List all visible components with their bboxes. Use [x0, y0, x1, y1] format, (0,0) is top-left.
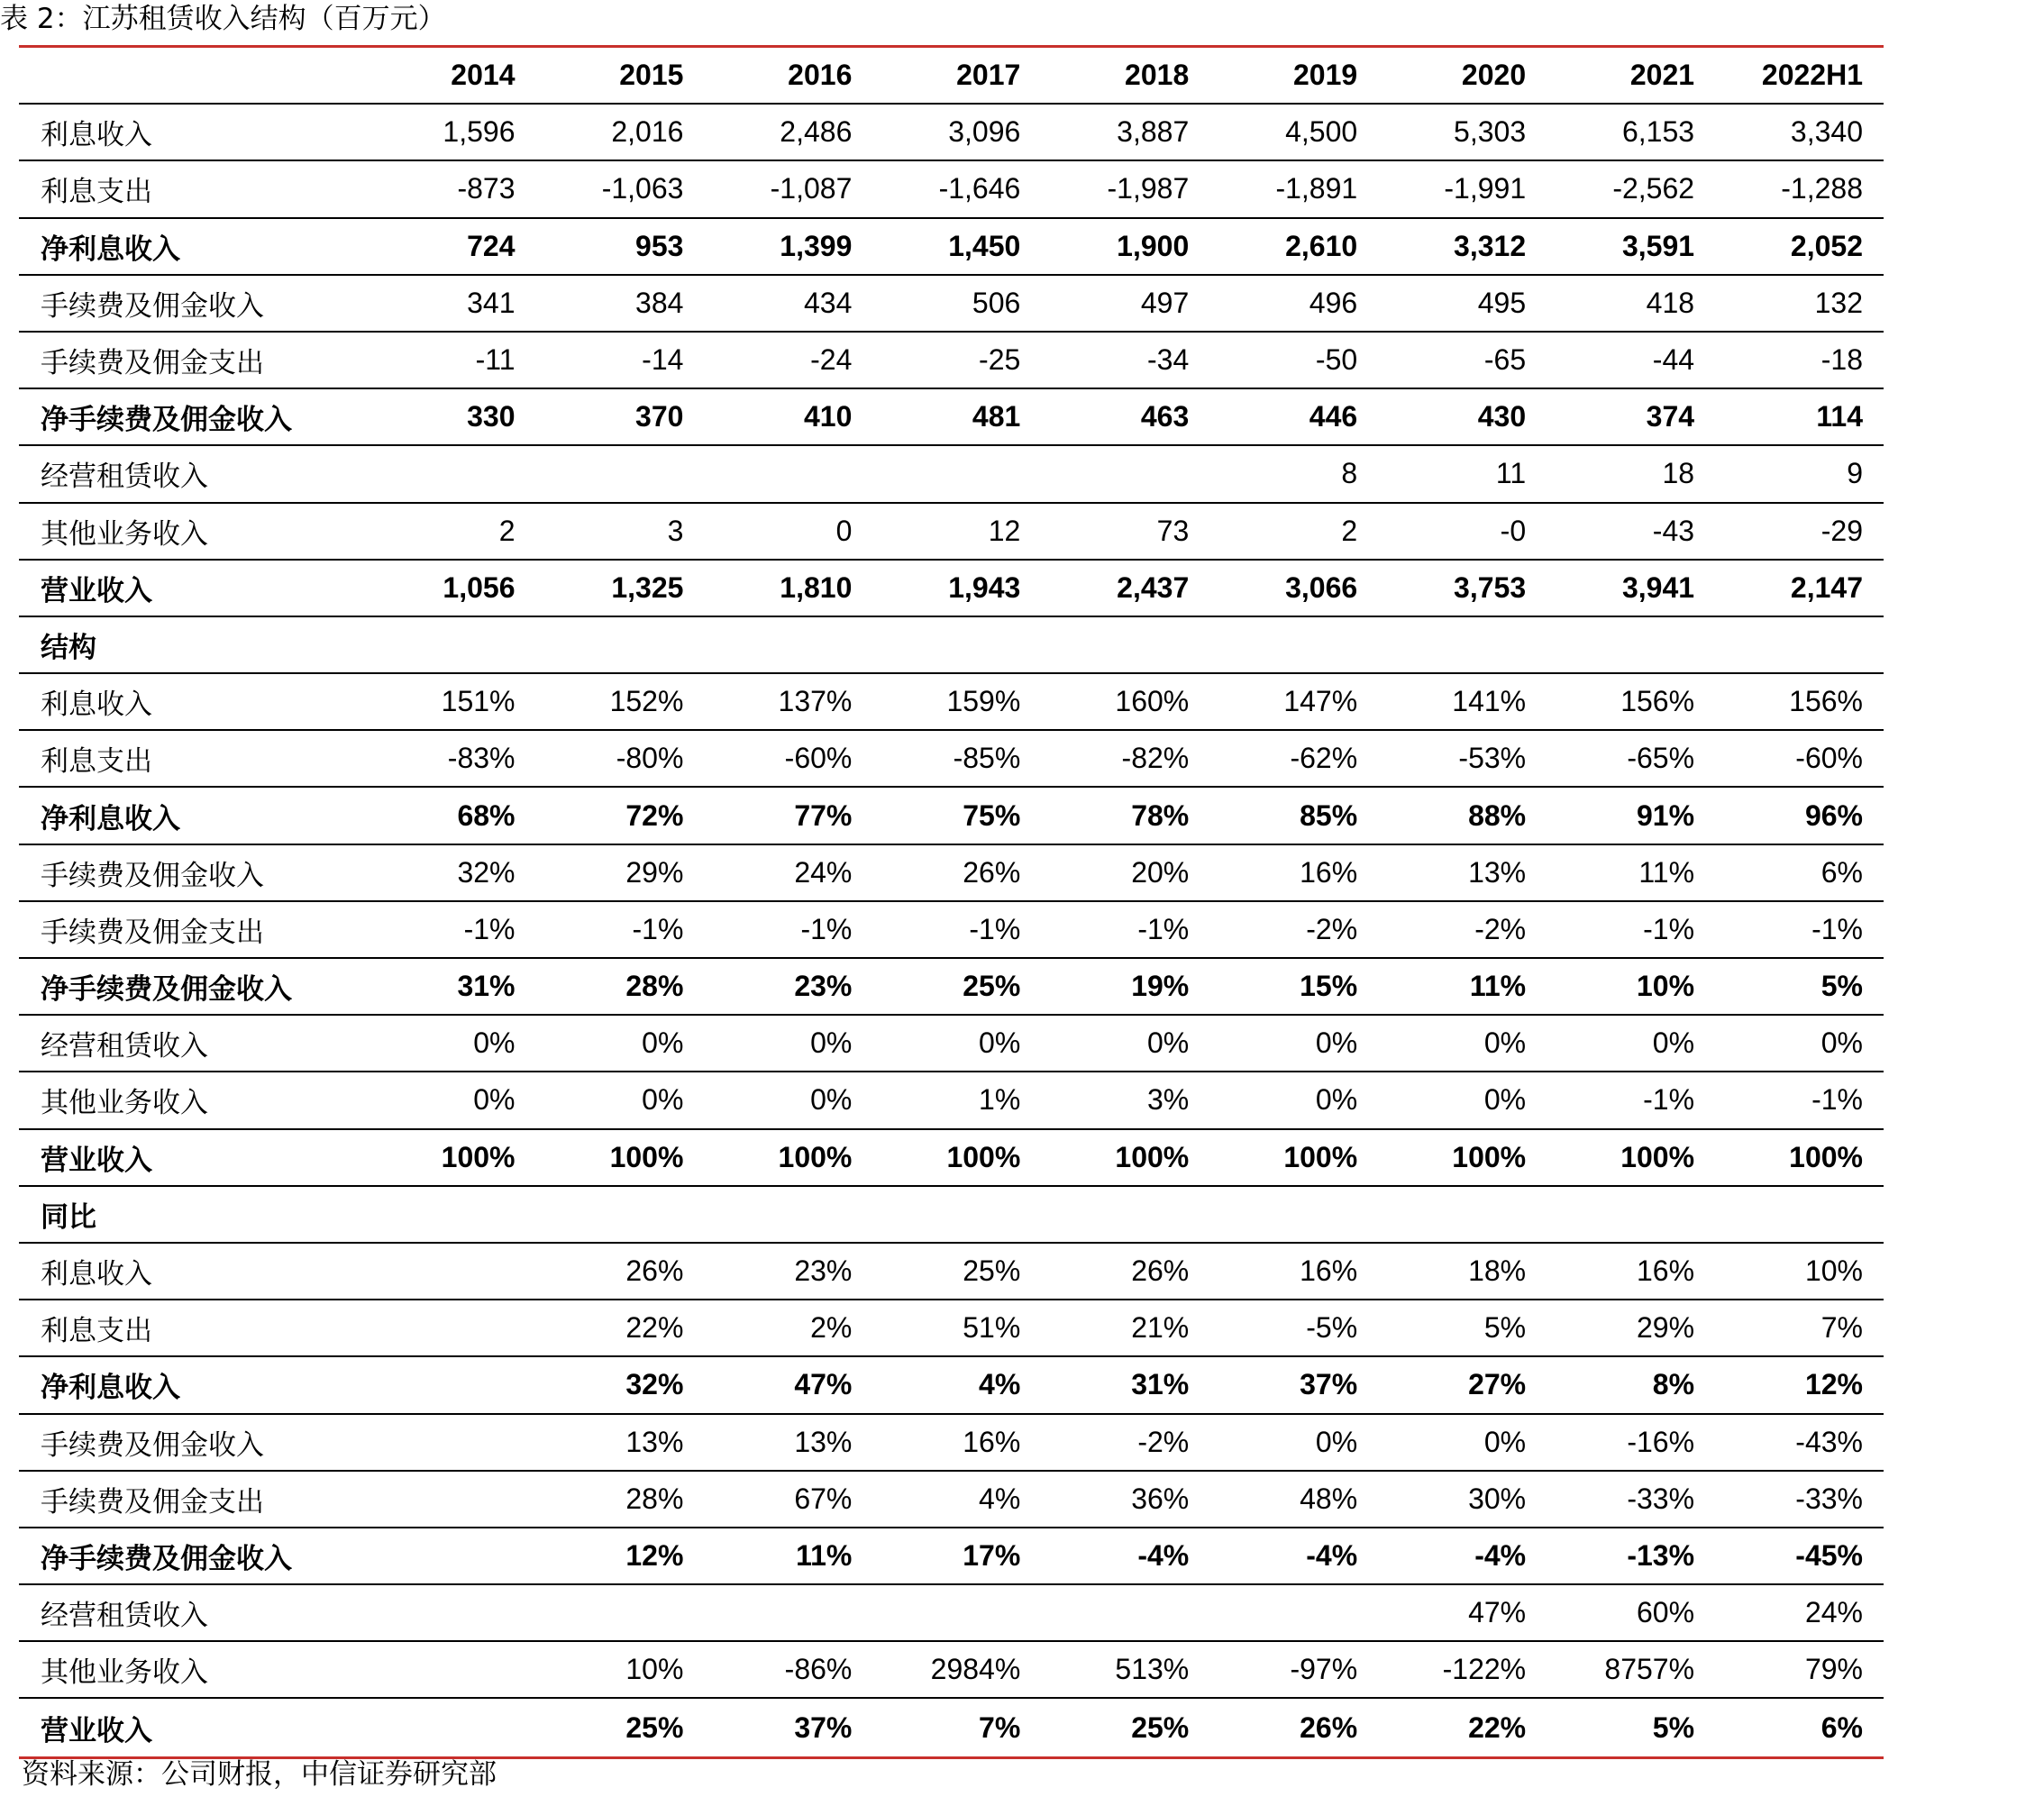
table-cell: 8757% [1604, 1653, 1695, 1686]
table-cell: 2% [810, 1311, 853, 1345]
column-header: 2019 [1292, 59, 1358, 92]
table-cell: -60% [784, 742, 853, 775]
table-cell: 3,096 [948, 115, 1021, 149]
table-cell: 79% [1804, 1653, 1863, 1686]
table-cell: 4% [979, 1482, 1021, 1515]
table-cell: -1% [632, 912, 684, 945]
table-cell: 100% [1452, 1140, 1527, 1173]
table-row [19, 389, 1884, 446]
table-cell: 31% [1131, 1368, 1190, 1401]
table-cell: 463 [1140, 400, 1190, 433]
table-cell: 6% [1820, 1710, 1863, 1744]
table-cell: -0 [1500, 514, 1527, 547]
table-cell: 5,303 [1454, 115, 1527, 149]
table-cell: -2% [1474, 912, 1527, 945]
row-label: 净利息收入 [41, 1372, 180, 1405]
table-cell: 0% [810, 1083, 853, 1117]
table-cell: -1% [969, 912, 1021, 945]
table-row [19, 674, 1884, 731]
table-cell: 32% [457, 855, 516, 889]
row-label: 手续费及佣金支出 [41, 1485, 264, 1519]
column-header: 2016 [788, 59, 853, 92]
row-label: 净手续费及佣金收入 [41, 404, 292, 437]
column-header: 2015 [619, 59, 684, 92]
table-cell: 51% [963, 1311, 1021, 1345]
table-cell: 147% [1283, 685, 1358, 718]
table-cell: 5% [1652, 1710, 1695, 1744]
row-label: 同比 [41, 1200, 96, 1234]
table-cell: -2,562 [1612, 172, 1695, 205]
table-cell: 1,399 [780, 229, 853, 262]
table-cell: 156% [1789, 685, 1863, 718]
table-cell: -1% [1811, 912, 1863, 945]
table-cell: 160% [1115, 685, 1190, 718]
table-cell: -43% [1795, 1425, 1863, 1458]
table-cell: 11 [1495, 457, 1527, 490]
table-cell: 3,941 [1621, 570, 1695, 604]
table-row [19, 1699, 1884, 1756]
income-structure-table [19, 45, 1884, 1759]
table-caption: 表 2：江苏租赁收入结构（百万元） [0, 3, 446, 35]
table-cell: 96% [1804, 798, 1863, 832]
table-cell: 88% [1468, 798, 1527, 832]
table-cell: 100% [609, 1140, 684, 1173]
table-cell: 6% [1820, 855, 1863, 889]
table-cell: 3,066 [1285, 570, 1358, 604]
table-row [19, 1130, 1884, 1187]
row-label: 利息支出 [41, 745, 152, 779]
table-cell: -11 [475, 343, 516, 377]
table-cell: 1,943 [948, 570, 1021, 604]
table-cell: 137% [778, 685, 853, 718]
table-cell: 25% [625, 1710, 684, 1744]
table-cell: -65% [1627, 742, 1695, 775]
column-header: 2014 [451, 59, 516, 92]
table-cell: 24% [1804, 1596, 1863, 1629]
table-cell: -60% [1795, 742, 1863, 775]
table-cell: 4,500 [1285, 115, 1358, 149]
table-cell: 2,016 [611, 115, 684, 149]
table-cell: 5% [1483, 1311, 1527, 1345]
table-cell: -80% [616, 742, 684, 775]
table-row [19, 788, 1884, 844]
table-row [19, 1415, 1884, 1472]
table-cell: 19% [1131, 970, 1190, 1003]
table-cell: -1% [1643, 1083, 1695, 1117]
table-cell: 7% [979, 1710, 1021, 1744]
table-cell: 434 [803, 286, 853, 319]
row-label: 利息支出 [41, 1315, 152, 1348]
table-cell: 2,437 [1117, 570, 1190, 604]
table-cell: 11% [1469, 970, 1527, 1003]
table-row [19, 333, 1884, 389]
table-row [19, 1300, 1884, 1357]
row-label: 结构 [41, 631, 96, 664]
table-row [19, 504, 1884, 561]
table-cell: -4% [1137, 1538, 1190, 1572]
table-cell: 16% [1637, 1254, 1695, 1288]
table-row [19, 959, 1884, 1016]
table-cell: 496 [1309, 286, 1358, 319]
table-cell: 6,153 [1621, 115, 1695, 149]
table-cell: 85% [1300, 798, 1358, 832]
table-row [19, 845, 1884, 902]
table-cell: 22% [1468, 1710, 1527, 1744]
row-label: 手续费及佣金支出 [41, 916, 264, 949]
table-cell: 100% [441, 1140, 516, 1173]
table-cell: 0% [1315, 1425, 1358, 1458]
table-cell: 100% [1620, 1140, 1695, 1173]
table-cell: 370 [635, 400, 684, 433]
table-cell: 3 [667, 514, 684, 547]
table-cell: 3,312 [1454, 229, 1527, 262]
table-cell: 3% [1146, 1083, 1190, 1117]
table-cell: -53% [1458, 742, 1527, 775]
table-cell: 481 [972, 400, 1021, 433]
table-row [19, 1187, 1884, 1244]
column-header: 2020 [1461, 59, 1527, 92]
table-cell: 25% [1131, 1710, 1190, 1744]
table-cell: 29% [625, 855, 684, 889]
table-cell: 151% [441, 685, 516, 718]
column-header: 2021 [1629, 59, 1695, 92]
table-cell: -2% [1137, 1425, 1190, 1458]
table-cell: 27% [1468, 1368, 1527, 1401]
source-note: 资料来源：公司财报，中信证券研究部 [22, 1758, 497, 1791]
table-cell: 0% [1483, 1026, 1527, 1060]
table-cell: 3,753 [1454, 570, 1527, 604]
table-cell: 7% [1820, 1311, 1863, 1345]
table-cell: 26% [1131, 1254, 1190, 1288]
table-cell: 100% [1115, 1140, 1190, 1173]
table-cell: 2,610 [1285, 229, 1358, 262]
table-cell: 0% [1820, 1026, 1863, 1060]
table-cell: -122% [1442, 1653, 1527, 1686]
table-cell: 37% [794, 1710, 853, 1744]
table-cell: 100% [778, 1140, 853, 1173]
table-cell: 21% [1131, 1311, 1190, 1345]
table-cell: 8 [1341, 457, 1358, 490]
table-cell: 0% [1483, 1083, 1527, 1117]
table-cell: 1,810 [780, 570, 853, 604]
column-header: 2022H1 [1761, 59, 1863, 92]
table-cell: 2 [1341, 514, 1358, 547]
table-cell: -1% [800, 912, 853, 945]
table-cell: -1,087 [770, 172, 853, 205]
table-cell: 410 [803, 400, 853, 433]
table-cell: 2,486 [780, 115, 853, 149]
table-cell: 132 [1814, 286, 1863, 319]
table-cell: 1,900 [1117, 229, 1190, 262]
row-label: 净利息收入 [41, 233, 180, 266]
table-cell: 330 [467, 400, 516, 433]
table-cell: -44 [1652, 343, 1695, 377]
table-cell: 0% [642, 1026, 684, 1060]
table-cell: -1% [463, 912, 516, 945]
table-cell: 0% [810, 1026, 853, 1060]
table-cell: -2% [1306, 912, 1358, 945]
table-cell: 1% [979, 1083, 1021, 1117]
table-cell: 100% [1789, 1140, 1863, 1173]
table-cell: 37% [1300, 1368, 1358, 1401]
table-cell: 4% [979, 1368, 1021, 1401]
table-cell: 16% [1300, 855, 1358, 889]
column-header: 2017 [956, 59, 1021, 92]
table-cell: 1,325 [611, 570, 684, 604]
table-cell: -4% [1474, 1538, 1527, 1572]
table-cell: 24% [794, 855, 853, 889]
table-cell: 73 [1156, 514, 1190, 547]
table-cell: -24 [810, 343, 853, 377]
table-cell: 18% [1468, 1254, 1527, 1288]
table-cell: 13% [794, 1425, 853, 1458]
table-cell: 0 [835, 514, 853, 547]
table-cell: 32% [625, 1368, 684, 1401]
row-label: 利息支出 [41, 176, 152, 209]
table-cell: 25% [963, 1254, 1021, 1288]
table-row [19, 1472, 1884, 1528]
table-row [19, 561, 1884, 617]
row-label: 净利息收入 [41, 802, 180, 835]
table-cell: 0% [473, 1083, 516, 1117]
table-cell: -1,891 [1275, 172, 1358, 205]
table-cell: 513% [1115, 1653, 1190, 1686]
table-cell: 506 [972, 286, 1021, 319]
table-row [19, 902, 1884, 959]
table-cell: -1% [1137, 912, 1190, 945]
table-cell: 67% [794, 1482, 853, 1515]
table-cell: 0% [1146, 1026, 1190, 1060]
table-cell: 430 [1477, 400, 1527, 433]
table-cell: 446 [1309, 400, 1358, 433]
table-cell: 26% [625, 1254, 684, 1288]
table-header-row [19, 48, 1884, 105]
table-cell: 13% [625, 1425, 684, 1458]
table-cell: 0% [979, 1026, 1021, 1060]
table-cell: -1,991 [1444, 172, 1527, 205]
table-cell: 9 [1847, 457, 1863, 490]
row-label: 利息收入 [41, 1258, 152, 1291]
table-row [19, 1585, 1884, 1642]
table-cell: 2984% [930, 1653, 1021, 1686]
table-row [19, 276, 1884, 333]
table-cell: -86% [784, 1653, 853, 1686]
table-cell: 100% [946, 1140, 1021, 1173]
table-cell: -65 [1483, 343, 1527, 377]
table-cell: -45% [1795, 1538, 1863, 1572]
table-row [19, 1528, 1884, 1585]
table-cell: -50 [1315, 343, 1358, 377]
table-cell: 3,340 [1790, 115, 1863, 149]
table-cell: 374 [1646, 400, 1695, 433]
table-row [19, 219, 1884, 276]
row-label: 净手续费及佣金收入 [41, 1542, 292, 1575]
table-cell: 0% [473, 1026, 516, 1060]
table-cell: 47% [794, 1368, 853, 1401]
table-cell: 47% [1468, 1596, 1527, 1629]
table-cell: 11% [1638, 855, 1695, 889]
table-cell: 1,596 [443, 115, 516, 149]
row-label: 经营租赁收入 [41, 1600, 208, 1633]
table-cell: 3,591 [1621, 229, 1695, 262]
table-cell: -14 [642, 343, 684, 377]
table-cell: 78% [1131, 798, 1190, 832]
row-label: 其他业务收入 [41, 517, 208, 551]
table-cell: 1,450 [948, 229, 1021, 262]
table-cell: 152% [609, 685, 684, 718]
table-cell: 68% [457, 798, 516, 832]
table-cell: 341 [467, 286, 516, 319]
table-cell: 0% [1652, 1026, 1695, 1060]
row-label: 其他业务收入 [41, 1656, 208, 1690]
table-cell: 23% [794, 970, 853, 1003]
row-label: 手续费及佣金支出 [41, 347, 264, 380]
table-cell: -34 [1146, 343, 1190, 377]
table-cell: 91% [1637, 798, 1695, 832]
table-cell: 28% [625, 970, 684, 1003]
table-cell: 2 [498, 514, 516, 547]
row-label: 利息收入 [41, 689, 152, 722]
table-cell: 20% [1131, 855, 1190, 889]
table-row [19, 1072, 1884, 1129]
row-label: 经营租赁收入 [41, 461, 208, 494]
table-cell: -97% [1290, 1653, 1358, 1686]
column-header: 2018 [1125, 59, 1190, 92]
table-cell: 1,056 [443, 570, 516, 604]
table-cell: -25 [979, 343, 1021, 377]
table-cell: 60% [1637, 1596, 1695, 1629]
table-cell: 724 [467, 229, 516, 262]
table-cell: -33% [1795, 1482, 1863, 1515]
table-cell: -1,987 [1107, 172, 1190, 205]
table-cell: 17% [963, 1538, 1021, 1572]
table-cell: 28% [625, 1482, 684, 1515]
table-cell: 10% [1804, 1254, 1863, 1288]
table-cell: 72% [625, 798, 684, 832]
table-cell: 10% [625, 1653, 684, 1686]
table-cell: 26% [963, 855, 1021, 889]
table-row [19, 446, 1884, 503]
row-label: 手续费及佣金收入 [41, 1428, 264, 1462]
table-row [19, 617, 1884, 674]
table-cell: 497 [1140, 286, 1190, 319]
row-label: 利息收入 [41, 119, 152, 152]
table-cell: 23% [794, 1254, 853, 1288]
table-cell: -1% [1643, 912, 1695, 945]
table-row [19, 1016, 1884, 1072]
table-cell: 16% [963, 1425, 1021, 1458]
table-cell: 30% [1468, 1482, 1527, 1515]
table-cell: 22% [625, 1311, 684, 1345]
table-cell: 0% [1315, 1083, 1358, 1117]
row-label: 手续费及佣金收入 [41, 289, 264, 323]
table-cell: -16% [1627, 1425, 1695, 1458]
table-cell: 11% [796, 1538, 853, 1572]
row-label: 营业收入 [41, 1714, 152, 1747]
table-cell: -873 [457, 172, 516, 205]
table-cell: 25% [963, 970, 1021, 1003]
row-label: 营业收入 [41, 1144, 152, 1177]
table-row [19, 105, 1884, 161]
table-cell: -83% [447, 742, 516, 775]
row-label: 手续费及佣金收入 [41, 859, 264, 892]
table-cell: -1,288 [1781, 172, 1863, 205]
table-cell: -1,646 [938, 172, 1021, 205]
table-cell: 77% [794, 798, 853, 832]
table-cell: 10% [1637, 970, 1695, 1003]
table-cell: -62% [1290, 742, 1358, 775]
table-cell: -1,063 [601, 172, 684, 205]
row-label: 经营租赁收入 [41, 1030, 208, 1063]
table-cell: 29% [1637, 1311, 1695, 1345]
table-cell: -82% [1121, 742, 1190, 775]
table-cell: 8% [1652, 1368, 1695, 1401]
table-cell: 13% [1468, 855, 1527, 889]
table-cell: 31% [457, 970, 516, 1003]
table-cell: 141% [1452, 685, 1527, 718]
table-row [19, 1244, 1884, 1300]
table-cell: 418 [1646, 286, 1695, 319]
table-cell: 0% [1315, 1026, 1358, 1060]
table-cell: 100% [1283, 1140, 1358, 1173]
table-cell: 0% [642, 1083, 684, 1117]
table-cell: -85% [953, 742, 1021, 775]
table-cell: -43 [1652, 514, 1695, 547]
table-cell: 0% [1483, 1425, 1527, 1458]
table-cell: 18 [1662, 457, 1695, 490]
table-cell: -5% [1306, 1311, 1358, 1345]
table-cell: -33% [1627, 1482, 1695, 1515]
row-label: 营业收入 [41, 574, 152, 607]
table-cell: -4% [1306, 1538, 1358, 1572]
table-cell: -13% [1627, 1538, 1695, 1572]
table-cell: 495 [1477, 286, 1527, 319]
table-cell: 114 [1816, 400, 1863, 433]
table-cell: 15% [1300, 970, 1358, 1003]
table-cell: 5% [1820, 970, 1863, 1003]
row-label: 其他业务收入 [41, 1087, 208, 1120]
table-cell: 2,052 [1790, 229, 1863, 262]
table-row [19, 1357, 1884, 1414]
table-cell: -18 [1820, 343, 1863, 377]
table-cell: 16% [1300, 1254, 1358, 1288]
table-cell: 2,147 [1790, 570, 1863, 604]
table-cell: 384 [635, 286, 684, 319]
table-cell: 156% [1620, 685, 1695, 718]
table-cell: 953 [635, 229, 684, 262]
table-cell: 12% [625, 1538, 684, 1572]
table-cell: 75% [963, 798, 1021, 832]
table-cell: 26% [1300, 1710, 1358, 1744]
table-row [19, 161, 1884, 218]
table-cell: -1% [1811, 1083, 1863, 1117]
row-label: 净手续费及佣金收入 [41, 973, 292, 1007]
table-row [19, 731, 1884, 788]
table-cell: 48% [1300, 1482, 1358, 1515]
table-cell: 36% [1131, 1482, 1190, 1515]
table-cell: 3,887 [1117, 115, 1190, 149]
table-cell: -29 [1820, 514, 1863, 547]
table-cell: 12% [1804, 1368, 1863, 1401]
table-row [19, 1642, 1884, 1699]
table-cell: 159% [946, 685, 1021, 718]
table-cell: 12 [988, 514, 1021, 547]
